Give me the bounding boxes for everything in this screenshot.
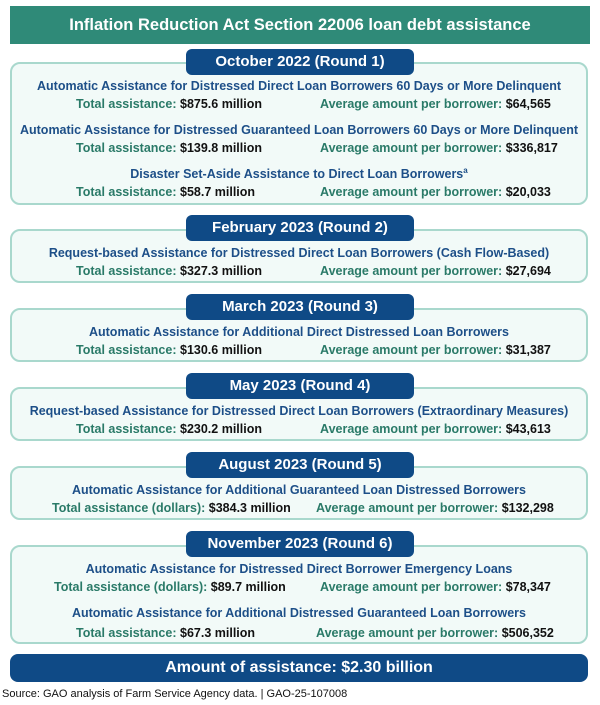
average-per-borrower: Average amount per borrower: $506,352 xyxy=(316,626,554,640)
program-name: Automatic Assistance for Additional Direct Distressed Loan Borrowers xyxy=(88,325,509,339)
average-per-borrower: Average amount per borrower: $78,347 xyxy=(320,580,551,594)
total-assistance: Total assistance (dollars): $384.3 million xyxy=(52,501,291,515)
program-name: Request-based Assistance for Distressed Direct Loan Borrowers (Extraordinary Measures) xyxy=(29,404,569,418)
round-6-panel xyxy=(10,545,588,644)
average-per-borrower: Average amount per borrower: $43,613 xyxy=(320,422,551,436)
total-assistance: Total assistance (dollars): $89.7 million xyxy=(54,580,286,594)
total-assistance: Total assistance: $327.3 million xyxy=(76,264,262,278)
program-name: Automatic Assistance for Distressed Direct Loan Borrowers 60 Days or More Delinquent xyxy=(37,79,561,93)
round-6-label: November 2023 (Round 6) xyxy=(186,531,414,557)
total-assistance: Total assistance: $130.6 million xyxy=(76,343,262,357)
round-1-panel xyxy=(10,62,588,205)
footnote-marker: a xyxy=(463,166,468,175)
average-per-borrower: Average amount per borrower: $31,387 xyxy=(320,343,551,357)
average-per-borrower: Average amount per borrower: $132,298 xyxy=(316,501,554,515)
average-per-borrower: Average amount per borrower: $20,033 xyxy=(320,185,551,199)
round-4-label: May 2023 (Round 4) xyxy=(186,373,414,399)
program-name: Automatic Assistance for Additional Distressed Guaranteed Loan Borrowers xyxy=(71,606,527,620)
average-per-borrower: Average amount per borrower: $336,817 xyxy=(320,141,558,155)
program-name: Automatic Assistance for Distressed Direct Borrower Emergency Loans xyxy=(85,562,513,576)
total-assistance: Total assistance: $58.7 million xyxy=(76,185,256,199)
average-per-borrower: Average amount per borrower: $64,565 xyxy=(320,97,551,111)
total-amount-banner: Amount of assistance: $2.30 billion xyxy=(10,654,588,682)
total-assistance: Total assistance: $139.8 million xyxy=(76,141,262,155)
total-assistance: Total assistance: $875.6 million xyxy=(76,97,262,111)
total-assistance: Total assistance: $67.3 million xyxy=(76,626,256,640)
program-name: Request-based Assistance for Distressed Direct Loan Borrowers (Cash Flow-Based) xyxy=(48,246,550,260)
program-name: Disaster Set-Aside Assistance to Direct Loan Borrowers$^a$ xyxy=(130,166,468,182)
round-2-label: February 2023 (Round 2) xyxy=(186,215,414,241)
page-title: Inflation Reduction Act Section 22006 loan debt assistance xyxy=(10,6,590,44)
source-note: Source: GAO analysis of Farm Service Agency data. | GAO-25-107008 xyxy=(2,688,348,700)
program-name: Automatic Assistance for Distressed Guaranteed Loan Borrowers 60 Days or More Delinquent xyxy=(19,123,579,137)
total-assistance: Total assistance: $230.2 million xyxy=(76,422,262,436)
round-3-label: March 2023 (Round 3) xyxy=(186,294,414,320)
average-per-borrower: Average amount per borrower: $27,694 xyxy=(320,264,551,278)
round-1-label: October 2022 (Round 1) xyxy=(186,49,414,75)
round-5-label: August 2023 (Round 5) xyxy=(186,452,414,478)
program-name: Automatic Assistance for Additional Guaranteed Loan Distressed Borrowers xyxy=(71,483,527,497)
